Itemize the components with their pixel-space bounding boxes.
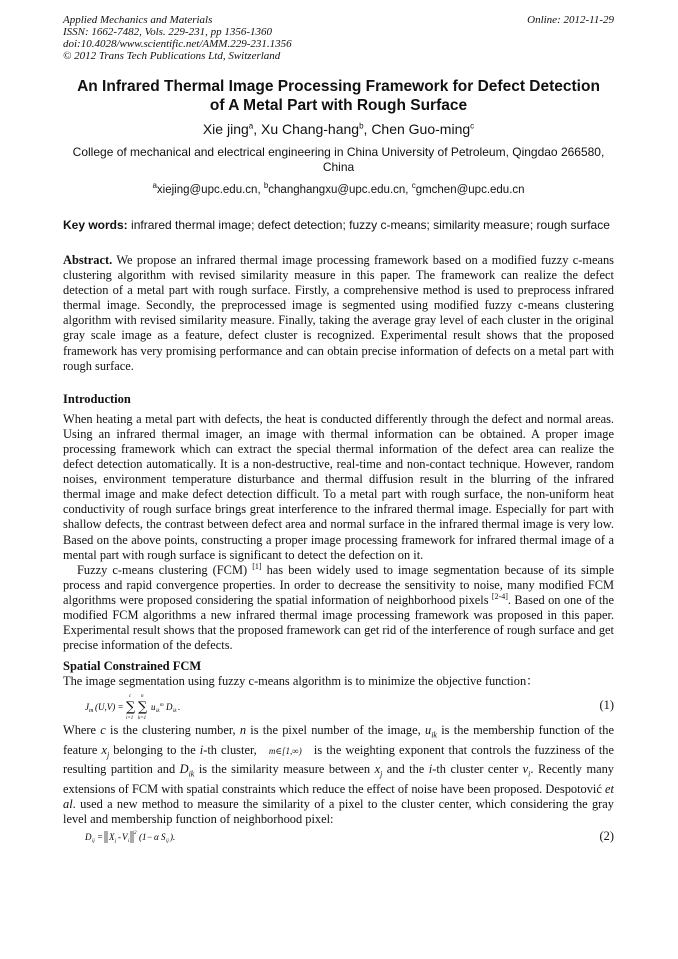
svg-text:S: S [161,832,166,843]
svg-text:k=1: k=1 [138,716,147,722]
svg-text:∑: ∑ [138,700,148,716]
svg-text:ij: ij [92,839,95,845]
affiliation: College of mechanical and electrical engineering in China University of Petroleum, Qingdao 266580, China [72,145,605,174]
svg-text:.: . [178,702,181,713]
doi-line: doi:10.4028/www.scientific.net/AMM.229-231.1356 [63,38,292,50]
abstract-text: We propose an infrared thermal image processing framework based on a modified fuzzy c-means clustering algorithm with revised similarity measure in this paper. The framework can realize the defect detection of a metal part with rough surface. Firstly, a comprehensive method is used to preprocess infrared thermal image. Secondly, the preprocessed image is segmented using modified fuzzy c-means clustering algorithm with revised similarity measure. Finally, taking the average gray level of each cluster in the original gray scale image as a feature, defect cluster is recognized. Experimental result shows that the proposed framework has very promising performance and can obtain precise information of defects on a metal part with rough surface. [63,253,614,373]
sc-paragraph-2: Where c is the clustering number, n is the pixel number of the image, $u_{ik}$ is the membership function of the feature $x_j$ belonging to the i-th cluster, m∈[1,∞) is the weighting exponent that controls the fuzziness of the resulting partition and $D_{ik}$ is the similarity measure between $x_j$ and the i-th cluster center $v_i$. Recently many extensions of FCM with spatial constraints which reduce the effect of noise have been proposed. Despotović et al. used a new method to measure the similarity of a pixel to the cluster center, which considering the gray level and membership function of neighborhood pixel: [63,723,614,827]
svg-text:-: - [118,832,121,843]
section-heading-introduction: Introduction [63,391,131,406]
svg-text:∑: ∑ [126,700,136,716]
equation-2-render [85,827,205,847]
email-list: $^a$xiejing@upc.edu.cn, $^b$changhangxu@upc.edu.cn, $^c$gmchen@upc.edu.cn [152,181,525,196]
svg-text:V: V [122,832,128,843]
equation-1-render [85,689,205,723]
svg-text:ik: ik [173,709,177,715]
m-range: m∈[1,∞) [268,745,302,756]
email-link[interactable]: xiejing@upc.edu.cn [156,184,258,196]
author-name: Xie jing [202,121,249,137]
journal-name: Applied Mechanics and Materials [63,14,213,26]
svg-text:n: n [141,694,144,700]
copyright-line: © 2012 Trans Tech Publications Ltd, Switzerland [63,50,281,62]
keywords-label: Key words: [63,218,128,232]
keywords [63,218,614,232]
intro-paragraph-2: Fuzzy c-means clustering (FCM) [1] has been widely used to image segmentation because of its simple process and rapid convergence properties. In order to decrease the sensitivity to noise, many modified FCM algorithms were proposed considering the spatial information of neighborhood pixels [2-4]. Based on one of the modified FCM algorithms a new infrared thermal image processing framework was proposed in this paper. Experimental result shows that the proposed framework can get rid of the interference of rough surface and get precise information of the defects. [63,561,615,653]
author-name: Chen Guo-ming [371,121,471,137]
equation-2-number: (2) [599,829,614,844]
svg-text:(U,V) =: (U,V) = [95,702,124,713]
paper-page [63,14,614,847]
sc-paragraph-1: The image segmentation using fuzzy c-means algorithm is to minimize the objective function： [63,674,539,689]
citation: [2-4] [491,591,508,601]
abstract [63,253,614,374]
section-heading-spatial-fcm: Spatial Constrained FCM [63,659,202,674]
abstract-label: Abstract. [63,253,113,267]
journal-header [63,14,614,62]
svg-text:X: X [109,832,115,843]
author-list: Xie jing$^a$, Xu Chang-hang$^b$, Chen Guo-ming$^c$ [202,121,475,137]
citation: [1] [252,561,262,571]
author-name: Xu Chang-hang [261,121,360,137]
svg-text:J: J [85,702,89,713]
svg-text:2: 2 [134,831,137,837]
svg-text:c: c [129,694,132,700]
equation-1 [63,689,614,723]
svg-text:α: α [154,832,159,843]
issn-line: ISSN: 1662-7482, Vols. 229-231, pp 1356-1360 [63,26,272,38]
equation-2 [63,827,614,847]
keywords-text: infrared thermal image; defect detection; fuzzy c-means; similarity measure; rough surface [131,218,610,232]
svg-text:(1−: (1− [139,832,153,843]
email-link[interactable]: changhangxu@upc.edu.cn [268,184,406,196]
svg-text:i=1: i=1 [126,716,134,722]
svg-text:m: m [89,708,94,715]
svg-text:j: j [115,839,117,845]
svg-text:m: m [160,703,164,709]
intro-paragraph-1: When heating a metal part with defects, the heat is conducted differently through the defect and normal areas. Using an infrared thermal imager, an image with thermal information can be obtained. A proper image processing framework which can extract the special thermal information of the defect area can realize the defect detection automatically. It is a non-destructive, real-time and non-contact technique. However, random noises, environment temperature disturbance and thermal diffusion result in the blurring of the infrared thermal image and make defect detection difficult. To a metal part with rough surface, the non-uniform heat conductivity of rough surface brings great interference to the infrared thermal image. Especially for part with shallow defects, the contrast between defect area and normal surface in the infrared thermal image is very low. Based on the above points, constructing a proper image processing framework for infrared thermal image of a mental part with rough surface is significant to detect the defection on it. [63,411,614,562]
svg-text:ij: ij [166,839,169,845]
svg-text:D: D [166,702,173,713]
email-link[interactable]: gmchen@upc.edu.cn [415,184,525,196]
svg-text:i: i [128,839,130,845]
online-date: Online: 2012-11-29 [527,14,614,26]
svg-text:).: ). [170,832,176,843]
svg-text:D: D [85,832,92,843]
equation-1-number: (1) [599,698,614,713]
svg-text:u: u [151,702,156,713]
svg-text:=: = [97,832,104,843]
paper-title: An Infrared Thermal Image Processing Framework for Defect Detection of A Metal Part with Rough Surface [77,78,600,114]
svg-text:ik: ik [156,709,160,715]
